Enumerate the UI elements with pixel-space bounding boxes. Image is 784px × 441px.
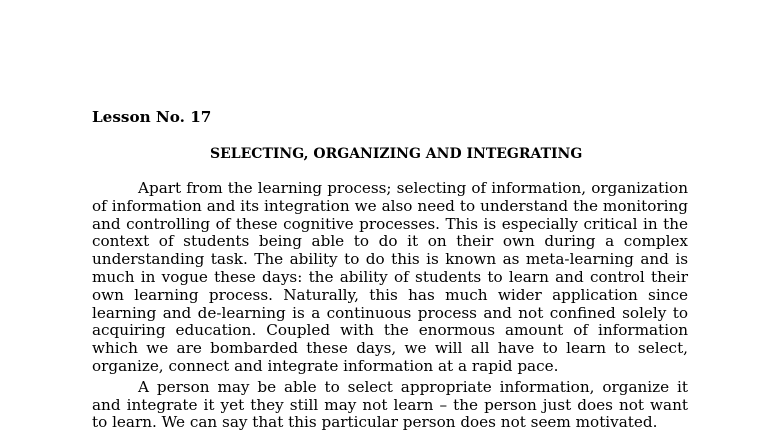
lesson-number: Lesson No. 17 <box>92 108 212 126</box>
paragraph-2: A person may be able to select appropriate information, organize it and integrate it yet they still may not learn – the person just does not want to learn. We can say that this particular person does not seem motivated. <box>92 377 688 432</box>
paragraph-1: Apart from the learning process; selecting of information, organization of information and its integration we also need to understand the monitoring and controlling of these cognitive processes. This is especially critical in the context of students being able to do it on their own during a complex understanding task. The ability to do this is known as meta-learning and is much in vogue these days: the ability of students to learn and control their own learning process. Naturally, this has much wider application since learning and de-learning is a continuous process and not confined solely to acquiring education. Coupled with the enormous amount of information which we are bombarded these days, we will all have to learn to select, organize, connect and integrate information at a rapid pace. <box>92 179 688 375</box>
page-title: SELECTING, ORGANIZING AND INTEGRATING <box>210 146 583 162</box>
document-body <box>92 180 688 435</box>
